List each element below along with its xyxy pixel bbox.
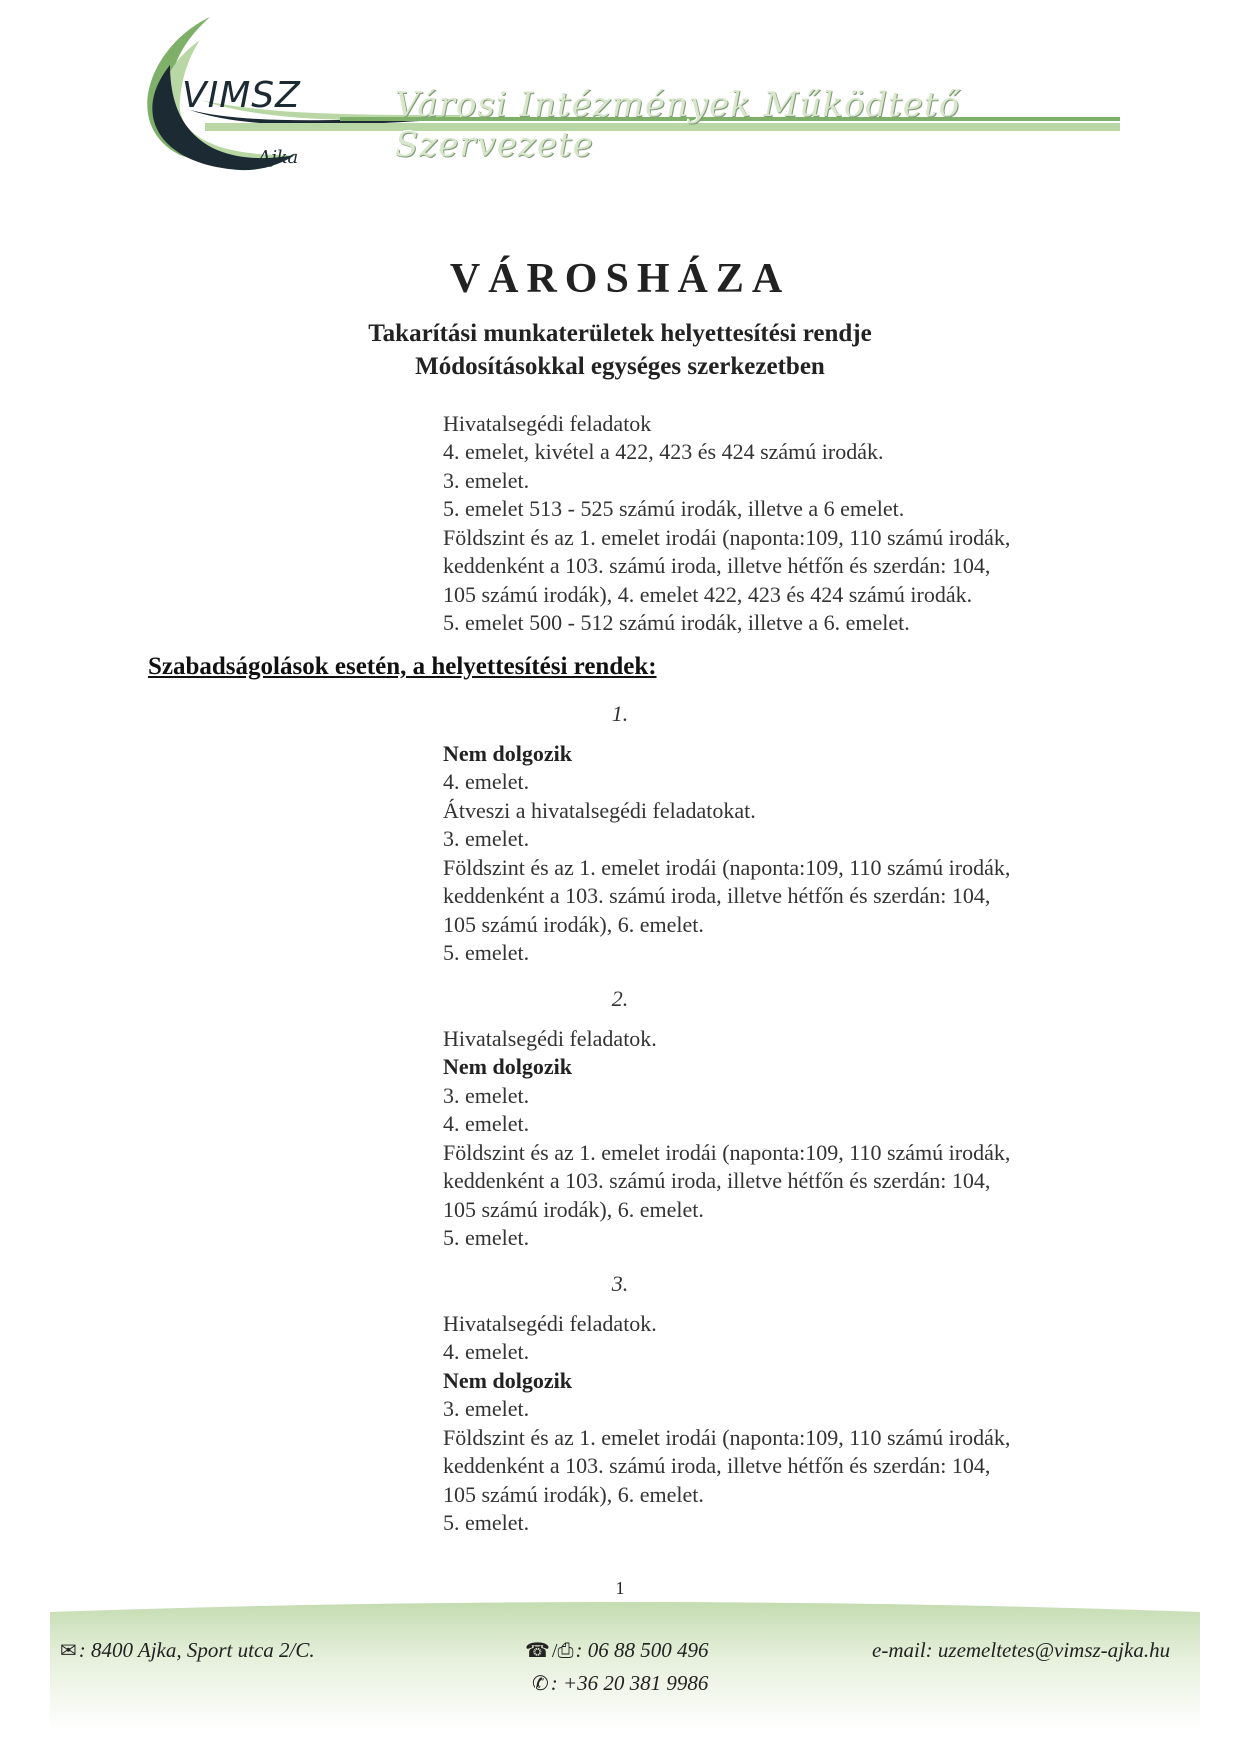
group-line: Nem dolgozik xyxy=(443,1054,572,1079)
group-line: 4. emelet. xyxy=(443,1339,530,1364)
mobile-phone-icon: ✆ xyxy=(532,1673,549,1695)
assignment-line: 3. emelet. xyxy=(443,468,530,493)
assignment-line: Hivatalsegédi feladatok xyxy=(443,411,652,436)
envelope-icon: ✉ xyxy=(60,1640,77,1662)
group-line: Nem dolgozik xyxy=(443,1368,572,1393)
assignment-line: Földszint és az 1. emelet irodái (naponta:109, 110 számú irodák, xyxy=(443,525,1011,550)
group-line: Hivatalsegédi feladatok. xyxy=(443,1311,657,1336)
group-number: 2. xyxy=(611,986,629,1011)
header-logo xyxy=(130,5,1130,180)
group-line: Földszint és az 1. emelet irodái (naponta:109, 110 számú irodák, xyxy=(443,855,1011,880)
group-line: keddenként a 103. számú iroda, illetve hétfőn és szerdán: 104, xyxy=(443,1168,991,1193)
group-line: 4. emelet. xyxy=(443,769,530,794)
group-line: 5. emelet. xyxy=(443,1510,530,1535)
document-subtitle-1: Takarítási munkaterületek helyettesítési rendje xyxy=(368,320,872,347)
footer-mobile xyxy=(532,1671,708,1696)
group-line: 105 számú irodák), 6. emelet. xyxy=(443,1482,704,1507)
logo-city: Ajka xyxy=(258,147,299,168)
page-number: 1 xyxy=(615,1578,625,1598)
group-line: Földszint és az 1. emelet irodái (naponta:109, 110 számú irodák, xyxy=(443,1140,1011,1165)
assignment-line: 5. emelet 500 - 512 számú irodák, illetve a 6. emelet. xyxy=(443,610,910,635)
group-line: 3. emelet. xyxy=(443,1083,530,1108)
footer-mobile-text: : +36 20 381 9986 xyxy=(550,1671,709,1695)
group-line: Nem dolgozik xyxy=(443,741,572,766)
assignment-line: 4. emelet, kivétel a 422, 423 és 424 számú irodák. xyxy=(443,439,884,464)
footer-address xyxy=(60,1638,315,1663)
footer-phone xyxy=(525,1638,708,1663)
group-line: 3. emelet. xyxy=(443,1396,530,1421)
assignment-line: 5. emelet 513 - 525 számú irodák, illetve a 6 emelet. xyxy=(443,496,905,521)
group-line: 5. emelet. xyxy=(443,1225,530,1250)
section-heading: Szabadságolások esetén, a helyettesítési rendek: xyxy=(148,653,657,680)
group-line: Hivatalsegédi feladatok. xyxy=(443,1026,657,1051)
footer-address-text: : 8400 Ajka, Sport utca 2/C. xyxy=(78,1638,315,1662)
group-line: 3. emelet. xyxy=(443,826,530,851)
document-subtitle-2: Módosításokkal egységes szerkezetben xyxy=(415,353,825,380)
logo-wordmark: VIMSZ xyxy=(182,75,301,116)
group-line: 105 számú irodák), 6. emelet. xyxy=(443,1197,704,1222)
organization-name: Városi Intézmények Működtető Szervezete xyxy=(395,85,961,165)
assignment-line: 105 számú irodák), 4. emelet 422, 423 és 424 számú irodák. xyxy=(443,582,973,607)
group-number: 1. xyxy=(611,701,629,726)
assignment-line: keddenként a 103. számú iroda, illetve hétfőn és szerdán: 104, xyxy=(443,553,991,578)
fax-icon: /⎙ xyxy=(551,1640,574,1662)
group-line: keddenként a 103. számú iroda, illetve hétfőn és szerdán: 104, xyxy=(443,1453,991,1478)
telephone-icon: ☎ xyxy=(525,1640,550,1662)
footer-phone-text: : 06 88 500 496 xyxy=(575,1638,709,1662)
footer-band xyxy=(50,1600,1200,1730)
footer-email: e-mail: uzemeltetes@vimsz-ajka.hu xyxy=(872,1638,1171,1662)
group-line: 4. emelet. xyxy=(443,1111,530,1136)
group-line: 105 számú irodák), 6. emelet. xyxy=(443,912,704,937)
document-title: VÁROSHÁZA xyxy=(449,256,791,302)
group-line: Földszint és az 1. emelet irodái (naponta:109, 110 számú irodák, xyxy=(443,1425,1011,1450)
group-line: 5. emelet. xyxy=(443,940,530,965)
group-line: keddenként a 103. számú iroda, illetve hétfőn és szerdán: 104, xyxy=(443,883,991,908)
group-line: Átveszi a hivatalsegédi feladatokat. xyxy=(443,798,756,823)
footer-wave-graphic xyxy=(50,1600,1200,1730)
group-number: 3. xyxy=(611,1271,629,1296)
